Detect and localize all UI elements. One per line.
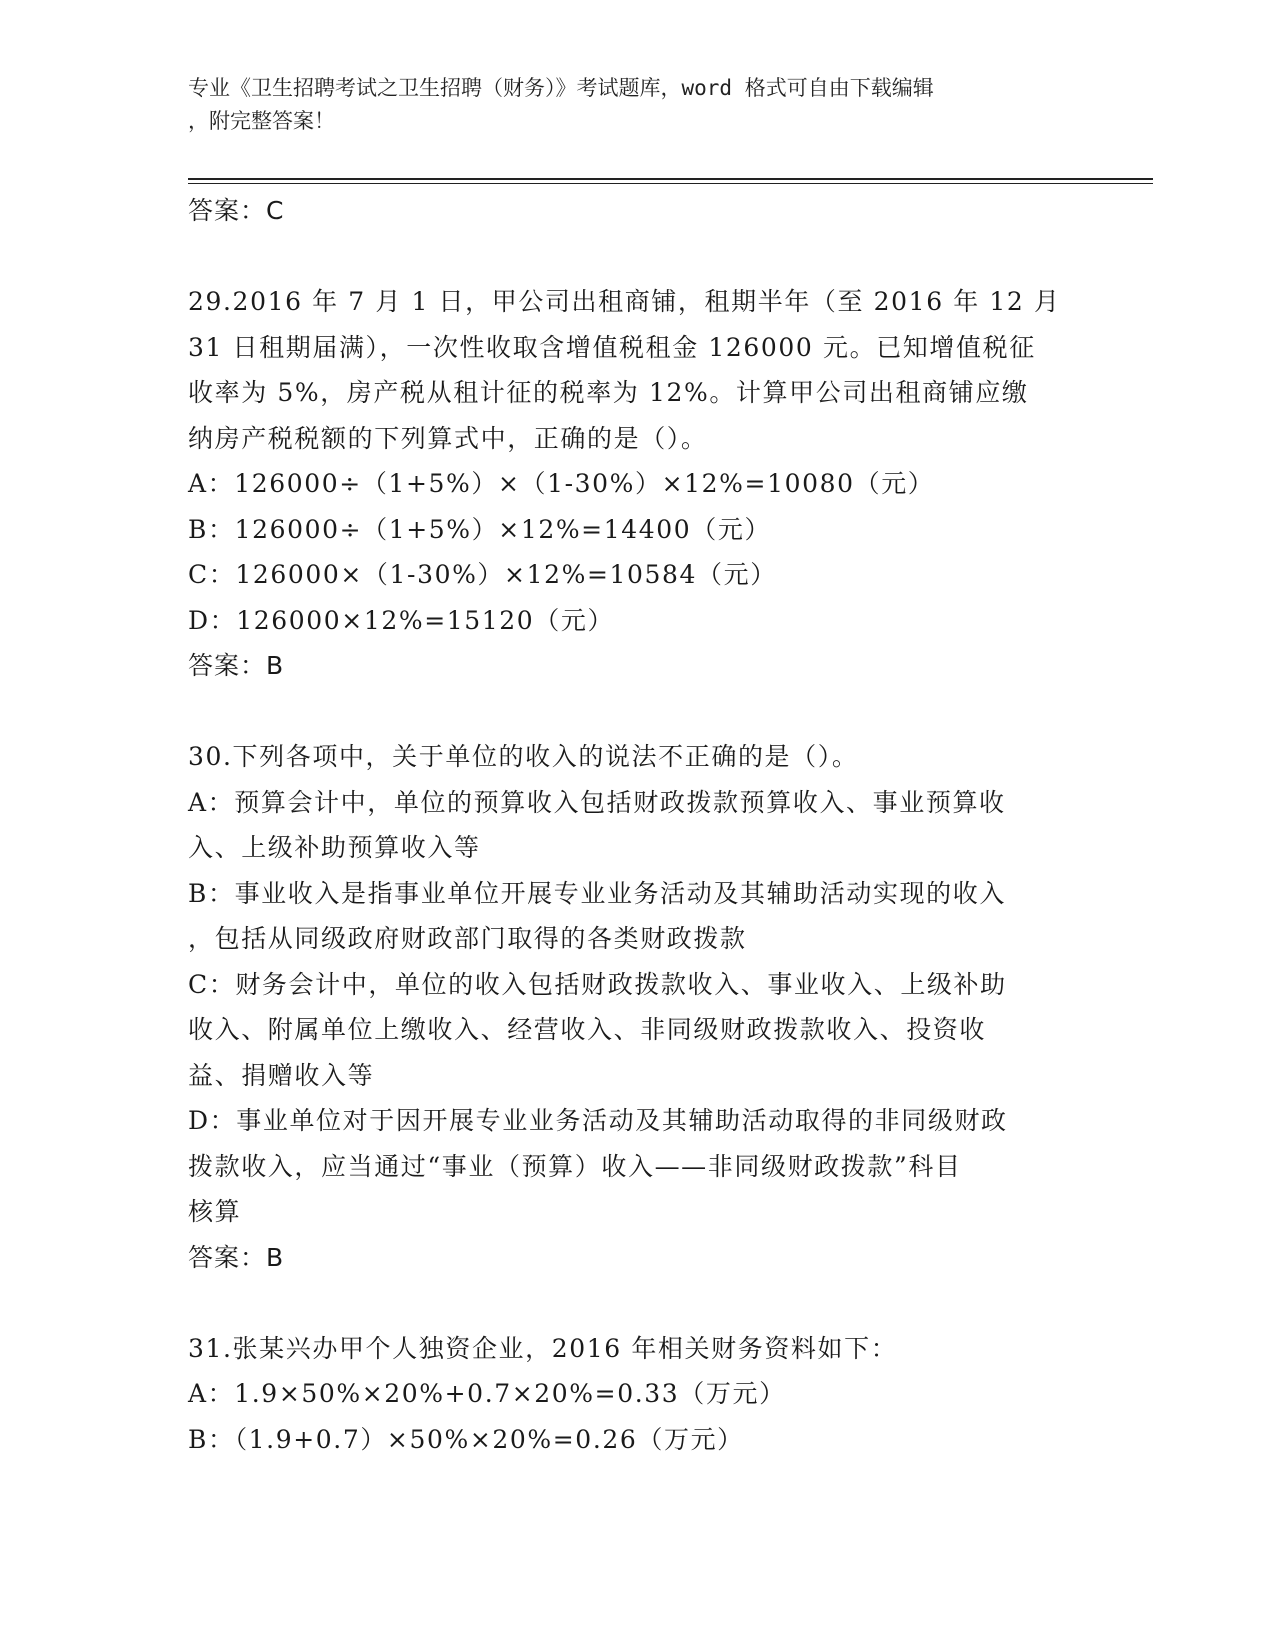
option-a-line-2: 入、上级补助预算收入等 — [188, 833, 481, 862]
spacer — [188, 689, 1088, 735]
answer-29: 答案：B — [188, 651, 285, 680]
answer-previous: 答案：C — [188, 196, 285, 225]
question-text-line: 纳房产税税额的下列算式中，正确的是（）。 — [188, 423, 708, 453]
option-c: C：126000×（1-30%）×12%=10584（元） — [188, 560, 777, 589]
question-31 — [188, 1326, 1088, 1463]
question-29 — [188, 279, 1088, 689]
option-b-line-2: ，包括从同级政府财政部门取得的各类财政拨款 — [188, 924, 747, 953]
question-text-line: 31 日租期届满），一次性收取含增值税租金 126000 元。已知增值税征 — [188, 332, 1036, 362]
option-c-line-2: 收入、附属单位上缴收入、经营收入、非同级财政拨款收入、投资收 — [188, 1015, 987, 1044]
header-line-1: 专业《卫生招聘考试之卫生招聘（财务）》考试题库，word 格式可自由下载编辑 — [188, 76, 934, 100]
question-text-line: 30.下列各项中，关于单位的收入的说法不正确的是（）。 — [188, 742, 859, 771]
option-d-line-1: D：事业单位对于因开展专业业务活动及其辅助活动取得的非同级财政 — [188, 1106, 1008, 1135]
question-30 — [188, 734, 1088, 1280]
header-rule-thick — [188, 178, 1153, 180]
option-d-line-3: 核算 — [188, 1197, 242, 1226]
question-text-line: 29.2016 年 7 月 1 日，甲公司出租商铺，租期半年（至 2016 年 12 月 — [188, 287, 1061, 316]
option-a: A：126000÷（1+5%）×（1-30%）×12%=10080（元） — [188, 469, 935, 498]
spacer — [188, 234, 1088, 280]
spacer — [188, 1280, 1088, 1326]
answer-30: 答案：B — [188, 1242, 285, 1272]
option-c-line-1: C：财务会计中，单位的收入包括财政拨款收入、事业收入、上级补助 — [188, 969, 1007, 999]
option-b: B：126000÷（1+5%）×12%=14400（元） — [188, 514, 772, 544]
option-d: D：126000×12%=15120（元） — [188, 605, 615, 635]
question-text-line: 收率为 5%，房产税从租计征的税率为 12%。计算甲公司出租商铺应缴 — [188, 378, 1029, 407]
document-header — [188, 72, 1088, 138]
document-body — [188, 188, 1088, 1462]
option-b: B：（1.9+0.7）×50%×20%=0.26（万元） — [188, 1424, 744, 1454]
option-a: A：1.9×50%×20%+0.7×20%=0.33（万元） — [188, 1379, 786, 1408]
header-line-2: ，附完整答案！ — [188, 109, 335, 133]
option-d-line-2: 拨款收入，应当通过“事业（预算）收入——非同级财政拨款”科目 — [188, 1151, 962, 1181]
option-c-line-3: 益、捐赠收入等 — [188, 1060, 375, 1090]
option-a-line-1: A：预算会计中，单位的预算收入包括财政拨款预算收入、事业预算收 — [188, 787, 1006, 817]
question-text-line: 31.张某兴办甲个人独资企业，2016 年相关财务资料如下： — [188, 1333, 898, 1363]
option-b-line-1: B：事业收入是指事业单位开展专业业务活动及其辅助活动实现的收入 — [188, 878, 1006, 908]
header-rule-thin — [188, 183, 1153, 184]
